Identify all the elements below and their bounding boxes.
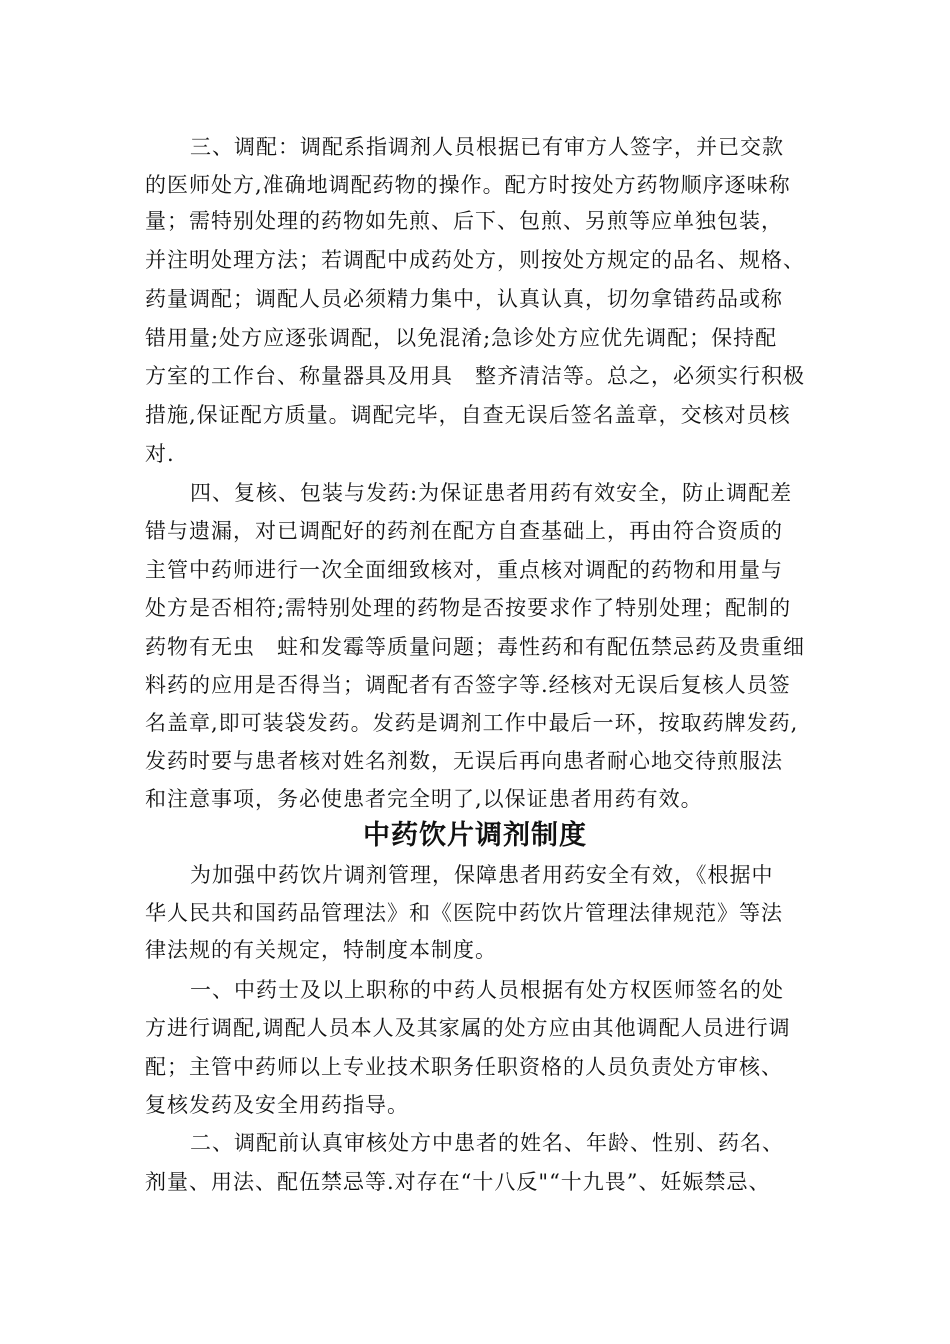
intro-line: 华人民共和国药品管理法》和《医院中药饮片管理法律规范》等法 bbox=[145, 901, 783, 925]
section-four-line: 料药的应用是否得当；调配者有否签字等.经核对无误后复核人员签 bbox=[145, 673, 791, 697]
document-title: 中药饮片调剂制度 bbox=[363, 820, 587, 851]
section-three-line: 错用量;处方应逐张调配，以免混淆;急诊处方应优先调配；保持配 bbox=[145, 326, 778, 350]
section-three-line: 药量调配；调配人员必须精力集中，认真认真，切勿拿错药品或称 bbox=[145, 287, 783, 311]
rule-two-line: 剂量、用法、配伍禁忌等.对存在“十八反"“十九畏”、妊娠禁忌、 bbox=[145, 1170, 771, 1194]
rule-one-line: 配；主管中药师以上专业技术职务任职资格的人员负责处方审核、 bbox=[145, 1055, 783, 1079]
section-three-line: 的医师处方,准确地调配药物的操作。配方时按处方药物顺序逐味称 bbox=[145, 173, 791, 197]
section-three-line: 对. bbox=[145, 442, 175, 466]
section-four-line: 名盖章,即可装袋发药。发药是调剂工作中最后一环，按取药牌发药, bbox=[145, 711, 799, 735]
rule-one-line: 复核发药及安全用药指导。 bbox=[145, 1093, 409, 1117]
section-three-line: 措施,保证配方质量。调配完毕，自查无误后签名盖章，交核对员核 bbox=[145, 403, 791, 427]
section-four-line: 发药时要与患者核对姓名剂数，无误后再向患者耐心地交待煎服法 bbox=[145, 749, 783, 773]
section-three-line: 三、调配：调配系指调剂人员根据已有审方人签字，并已交款 bbox=[190, 135, 784, 159]
rule-one-line: 方进行调配,调配人员本人及其家属的处方应由其他调配人员进行调 bbox=[145, 1016, 791, 1040]
section-four-line: 和注意事项，务必使患者完全明了,以保证患者用药有效。 bbox=[145, 787, 703, 811]
rule-two-line: 二、调配前认真审核处方中患者的姓名、年龄、性别、药名、 bbox=[190, 1131, 784, 1155]
section-four-line: 主管中药师进行一次全面细致核对，重点核对调配的药物和用量与 bbox=[145, 558, 783, 582]
section-four-line: 错与遗漏，对已调配好的药剂在配方自查基础上，再由符合资质的 bbox=[145, 519, 783, 543]
intro-line: 为加强中药饮片调剂管理，保障患者用药安全有效，《根据中 bbox=[190, 863, 774, 887]
section-three-line: 方室的工作台、称量器具及用具 整齐清洁等。总之，必须实行积极 bbox=[145, 364, 805, 388]
section-three-line: 量；需特别处理的药物如先煎、后下、包煎、另煎等应单独包装， bbox=[145, 209, 783, 233]
section-three-line: 并注明处理方法；若调配中成药处方，则按处方规定的品名、规格、 bbox=[145, 248, 805, 272]
section-four-line: 处方是否相符;需特别处理的药物是否按要求作了特别处理；配制的 bbox=[145, 596, 792, 620]
section-four-line: 药物有无虫 蛀和发霉等质量问题；毒性药和有配伍禁忌药及贵重细 bbox=[145, 635, 805, 659]
section-four-line: 四、复核、包装与发药:为保证患者用药有效安全，防止调配差 bbox=[190, 481, 793, 505]
rule-one-line: 一、中药士及以上职称的中药人员根据有处方权医师签名的处 bbox=[190, 978, 784, 1002]
intro-line: 律法规的有关规定，特制度本制度。 bbox=[145, 938, 497, 962]
